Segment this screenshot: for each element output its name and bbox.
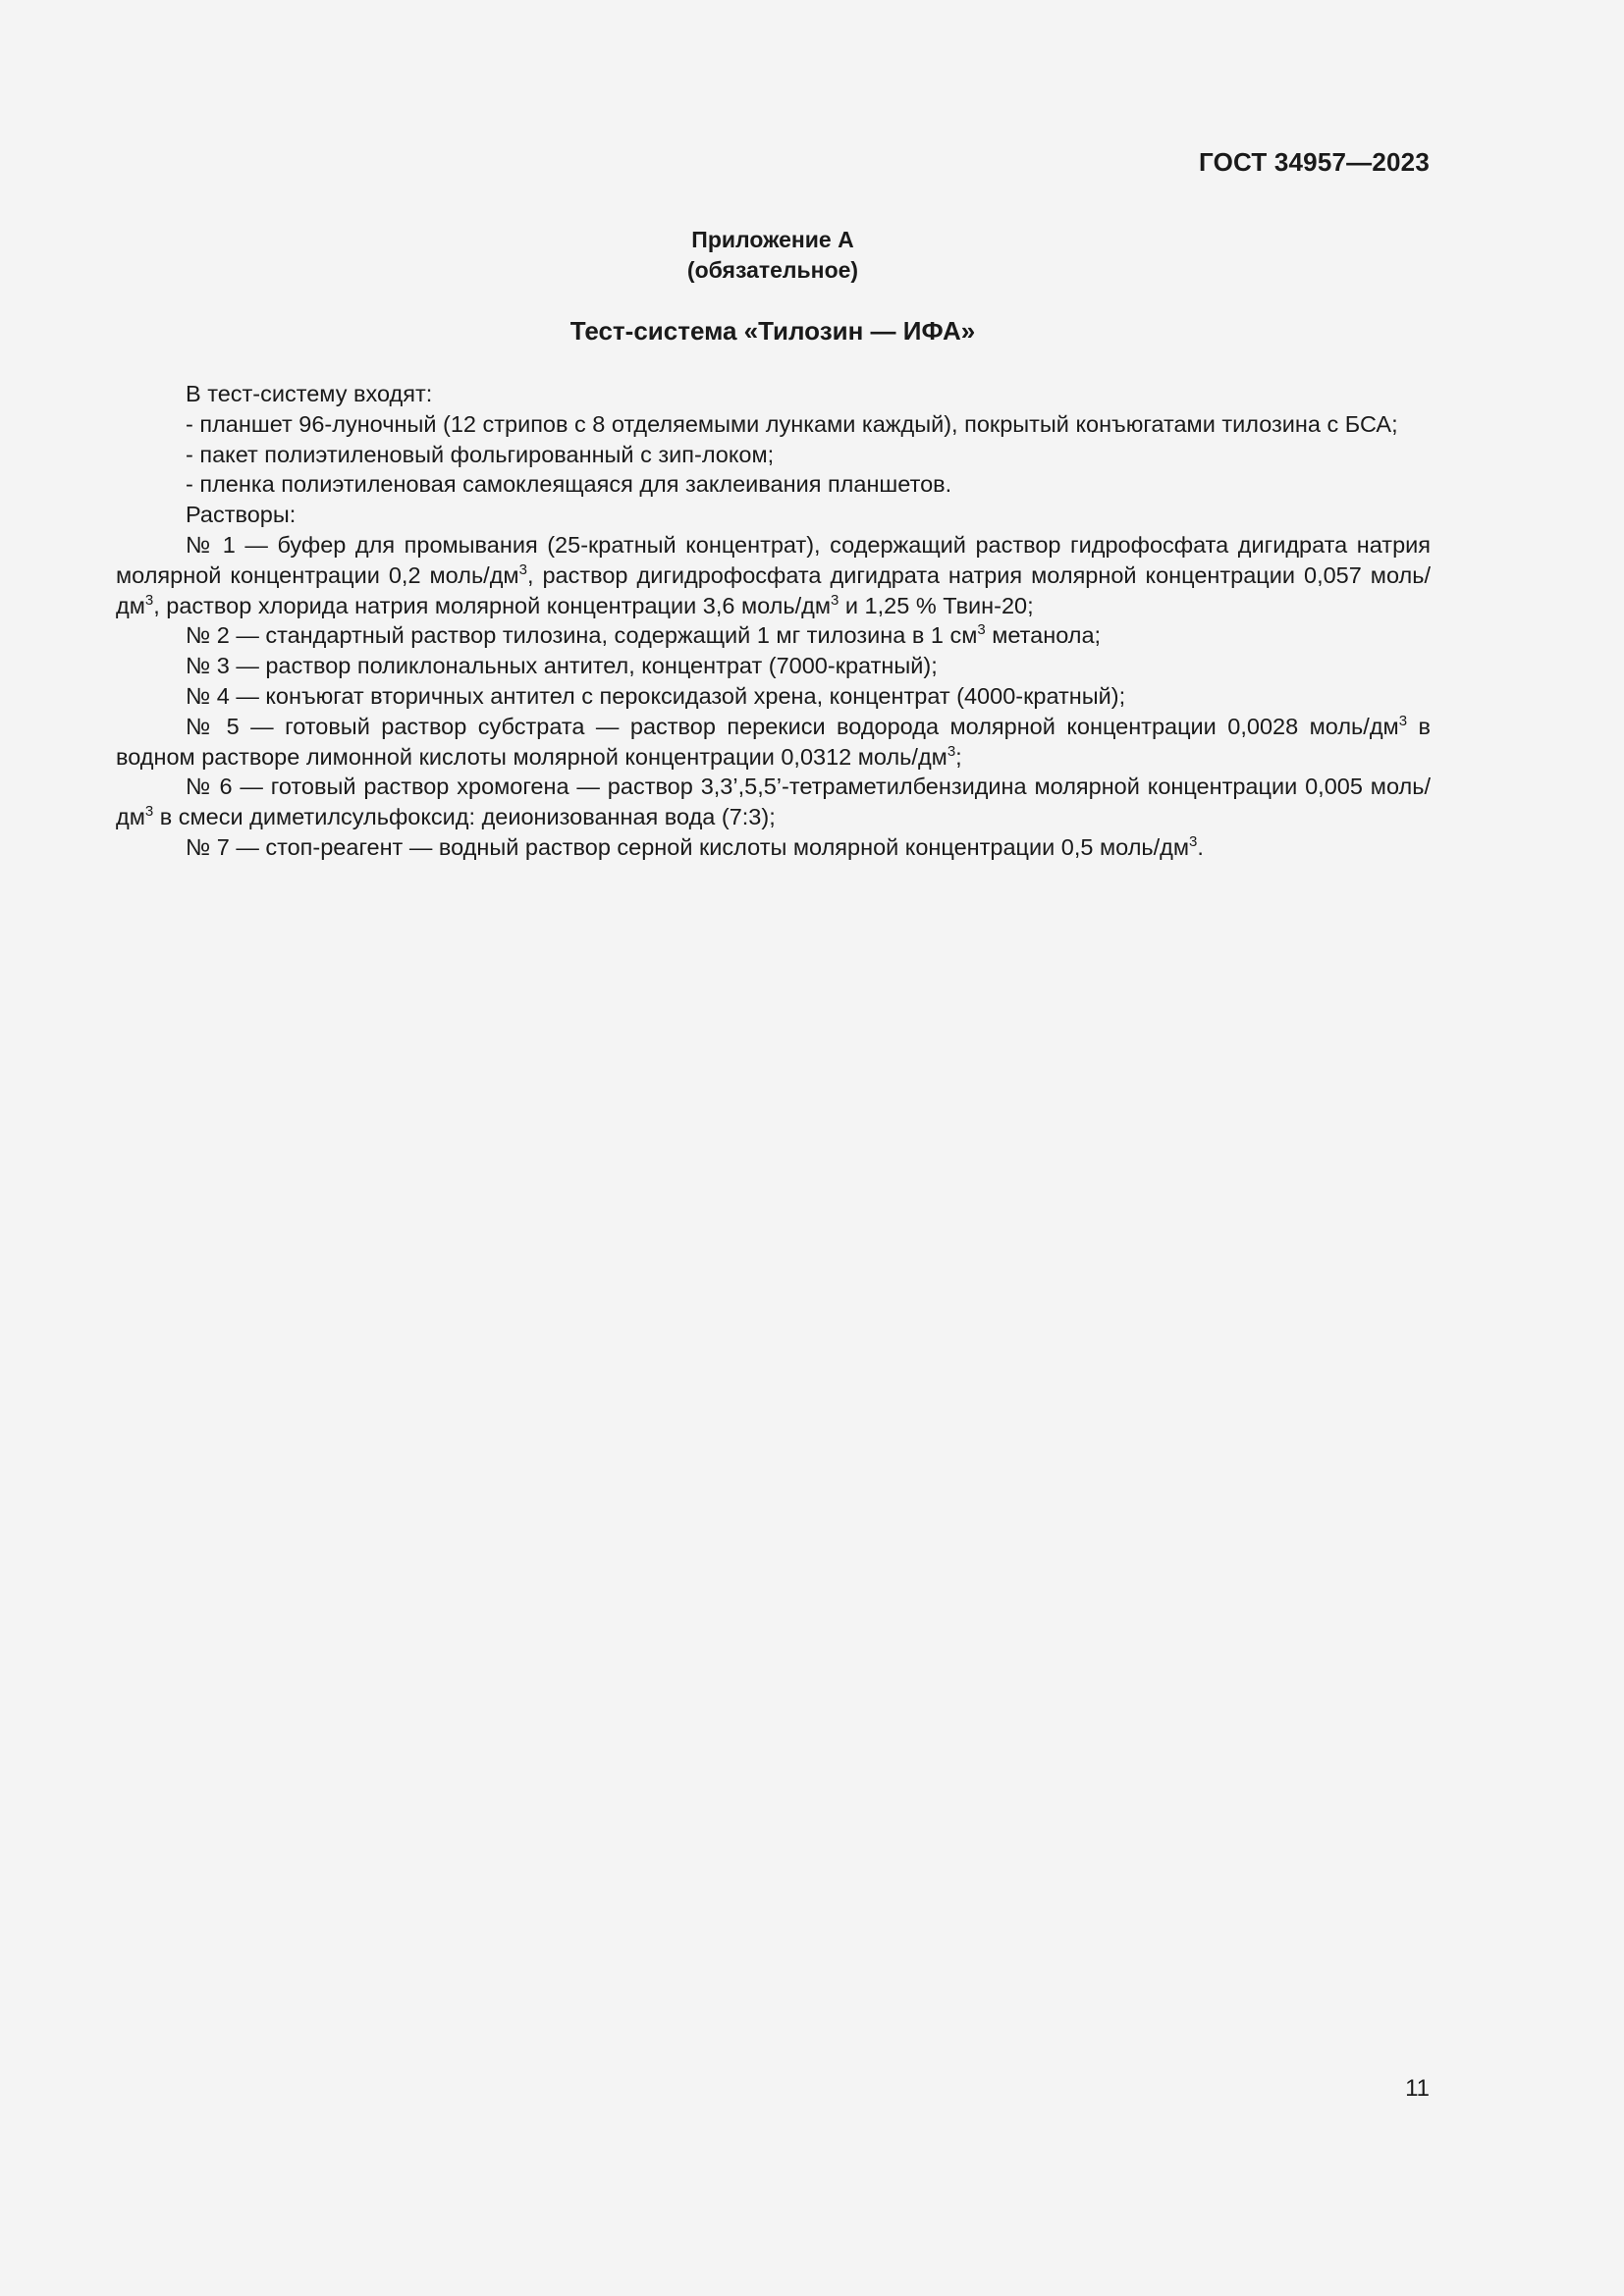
annex-title: Тест-система «Тилозин — ИФА» <box>569 316 976 346</box>
solution-2: № 2 — стандартный раствор тилозина, содержащий 1 мг тилозина в 1 $см^3$ метанола; <box>186 621 1102 649</box>
solution-5: № 5 — готовый раствор субстрата — раствор перекиси водорода молярной концентрации 0,0028 моль/$дм^3$ в водном растворе лимонной кислоты молярной концентрации 0,0312 моль/$дм^3$; <box>116 712 1431 770</box>
list-item: - пленка полиэтиленовая самоклеящаяся для заклеивания планшетов. <box>186 471 952 498</box>
annex-label: Приложение А <box>691 227 854 252</box>
solution-1: № 1 — буфер для промывания (25-кратный концентрат), содержащий раствор гидрофосфата дигидрата натрия молярной концентрации 0,2 моль/$дм^3$, раствор дигидрофосфата дигидрата натрия молярной концентрации 0,057 моль/$дм^3$, раствор хлорида натрия молярной концентрации 3,6 моль/$дм^3$ и 1,25 % Твин-20; <box>116 531 1431 618</box>
standard-number: ГОСТ 34957—2023 <box>1199 147 1430 177</box>
annex-heading <box>0 225 1545 286</box>
list-item: - пакет полиэтиленовый фольгированный с зип-локом; <box>186 441 775 467</box>
document-body <box>116 379 1431 863</box>
list-item: - планшет 96-луночный (12 стрипов с 8 отделяемыми лунками каждый), покрытый конъюгатами тилозина с БСА; <box>186 410 1398 437</box>
solution-4: № 4 — конъюгат вторичных антител с пероксидазой хрена, концентрат (4000-кратный); <box>186 682 1126 709</box>
solution-6: № 6 — готовый раствор хромогена — раствор 3,3’,5,5’-тетраметилбензидина молярной концентрации 0,005 моль/$дм^3$ в смеси диметилсульфоксид: деионизованная вода (7:3); <box>116 774 1431 830</box>
solution-3: № 3 — раствор поликлональных антител, концентрат (7000-кратный); <box>186 653 938 679</box>
page-number: 11 <box>1405 2075 1430 2102</box>
intro-paragraph: В тест-систему входят: <box>186 381 433 406</box>
solutions-heading: Растворы: <box>186 502 297 528</box>
annex-status: (обязательное) <box>686 257 859 283</box>
solution-7: № 7 — стоп-реагент — водный раствор серной кислоты молярной концентрации 0,5 моль/$дм^3$. <box>186 832 1204 860</box>
